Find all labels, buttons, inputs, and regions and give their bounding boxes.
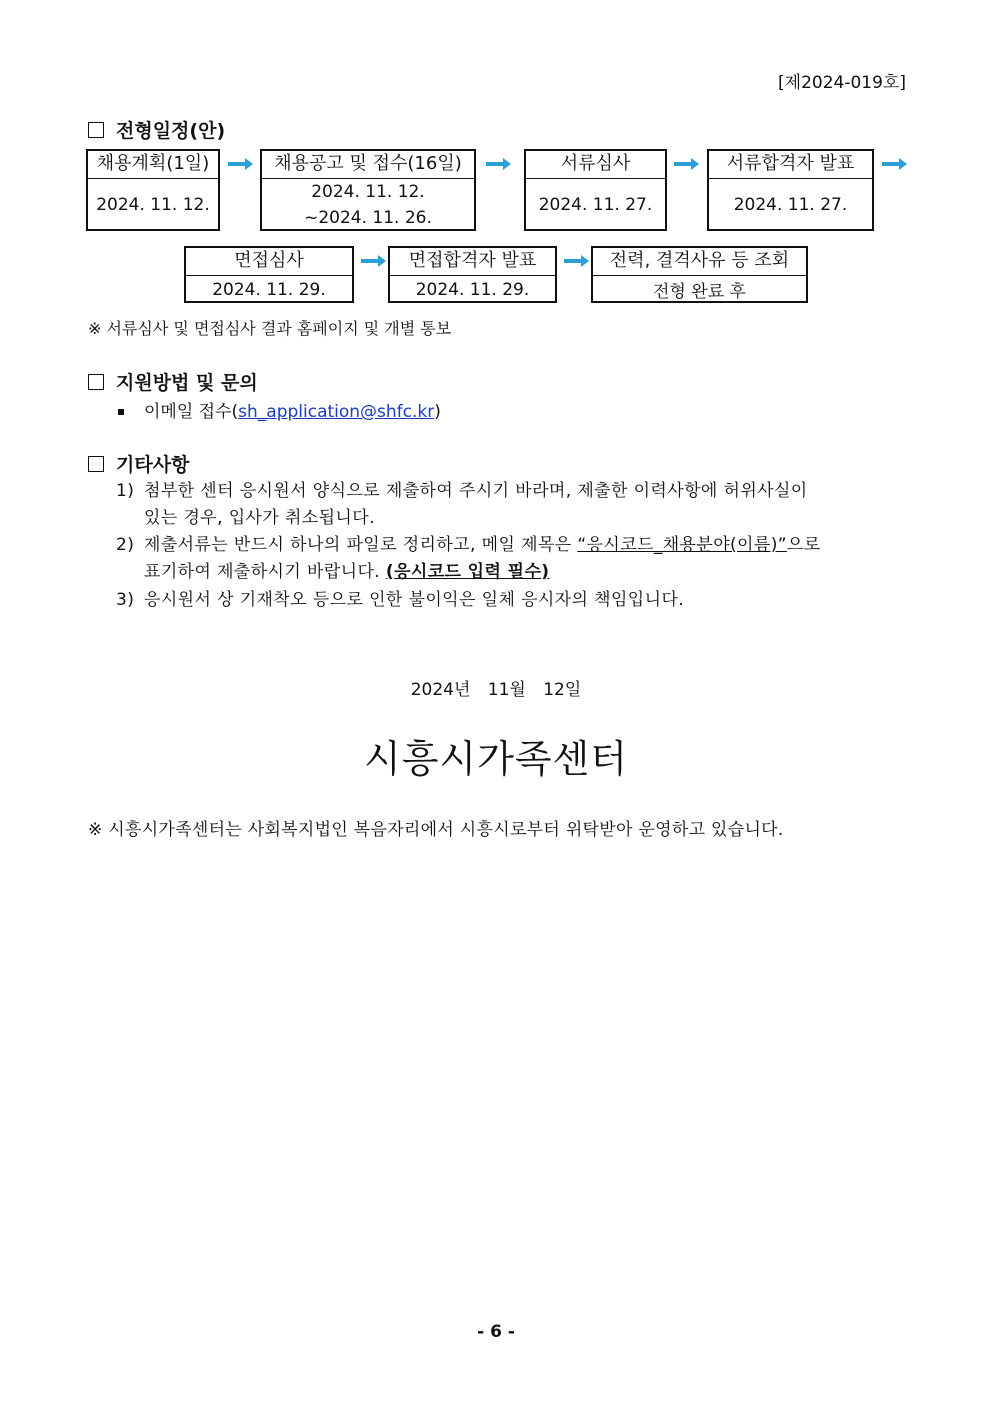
step-date: 2024. 11. 27. <box>733 195 848 215</box>
footer-note: ※ 시흥시가족센터는 사회복지법인 복음자리에서 시흥시로부터 위탁받아 운영하고 있습니다. <box>88 820 784 840</box>
item-text-cont: 표기하여 제출하시기 바랍니다. <box>144 562 386 582</box>
item-text: 으로 <box>786 535 821 555</box>
arrow-right-icon <box>228 157 254 171</box>
step-document-pass <box>707 149 874 231</box>
step-head: 채용공고 및 접수(16일) <box>262 151 474 179</box>
item-number: 3) <box>116 590 135 610</box>
etc-item-1 <box>116 478 908 532</box>
step-date: 2024. 11. 29. <box>212 279 326 300</box>
step-date-end: ~2024. 11. 26. <box>304 208 432 228</box>
section-title-text: 전형일정(안) <box>116 120 226 142</box>
item-text: 응시원서 상 기재착오 등으로 인한 불이익은 일체 응시자의 책임입니다. <box>144 590 685 610</box>
bullet-icon <box>118 409 124 415</box>
section-title-text: 지원방법 및 문의 <box>116 372 258 394</box>
item-text: 첨부한 센터 응시원서 양식으로 제출하여 주시기 바라며, 제출한 이력사항에 허위사실이 <box>144 481 808 501</box>
step-interview <box>184 246 354 303</box>
step-head: 서류합격자 발표 <box>709 151 872 179</box>
email-subject-format: “응시코드_채용분야(이름)” <box>577 535 787 555</box>
step-date: 2024. 11. 29. <box>415 279 530 300</box>
organization-name: 시흥시가족센터 <box>364 737 628 781</box>
step-background-check <box>591 246 808 303</box>
apply-item <box>118 397 441 422</box>
apply-item-suffix: ) <box>434 402 441 422</box>
step-date: 2024. 11. 12. <box>96 195 210 215</box>
issue-date: 2024년 11월 12일 <box>410 680 582 700</box>
checkbox-square-icon <box>88 122 104 138</box>
step-head: 면접합격자 발표 <box>390 248 555 276</box>
document-number: [제2024-019호] <box>778 73 906 93</box>
schedule-note: ※ 서류심사 및 면접심사 결과 홈페이지 및 개별 통보 <box>88 319 452 338</box>
step-posting <box>260 149 476 231</box>
item-text-cont: 있는 경우, 입사가 취소됩니다. <box>144 508 375 528</box>
item-number: 2) <box>116 535 135 555</box>
arrow-right-icon <box>674 157 700 171</box>
etc-item-3 <box>116 587 908 614</box>
section-schedule-title <box>88 116 225 143</box>
etc-item-2 <box>116 532 908 586</box>
step-head: 채용계획(1일) <box>88 151 218 179</box>
arrow-right-icon <box>882 157 908 171</box>
item-number: 1) <box>116 481 135 501</box>
section-title-text: 기타사항 <box>116 454 190 476</box>
email-link[interactable]: sh_application@shfc.kr <box>238 402 435 422</box>
arrow-right-icon <box>564 254 590 268</box>
step-head: 서류심사 <box>526 151 665 179</box>
checkbox-square-icon <box>88 374 104 390</box>
step-head: 전력, 결격사유 등 조회 <box>593 248 806 276</box>
required-note: (응시코드 입력 필수) <box>385 562 550 582</box>
page-number: - 6 - <box>477 1322 515 1342</box>
arrow-right-icon <box>486 157 512 171</box>
step-date: 2024. 11. 12. <box>311 182 425 202</box>
section-apply-title <box>88 368 258 395</box>
step-date: 2024. 11. 27. <box>538 195 653 215</box>
checkbox-square-icon <box>88 456 104 472</box>
step-interview-pass <box>388 246 557 303</box>
arrow-right-icon <box>361 254 387 268</box>
step-plan <box>86 149 220 231</box>
step-document-review <box>524 149 667 231</box>
item-text: 제출서류는 반드시 하나의 파일로 정리하고, 메일 제목은 <box>144 535 578 555</box>
step-head: 면접심사 <box>186 248 352 276</box>
section-etc-title <box>88 450 189 477</box>
apply-item-prefix: 이메일 접수( <box>144 402 239 422</box>
step-date: 전형 완료 후 <box>653 282 746 302</box>
